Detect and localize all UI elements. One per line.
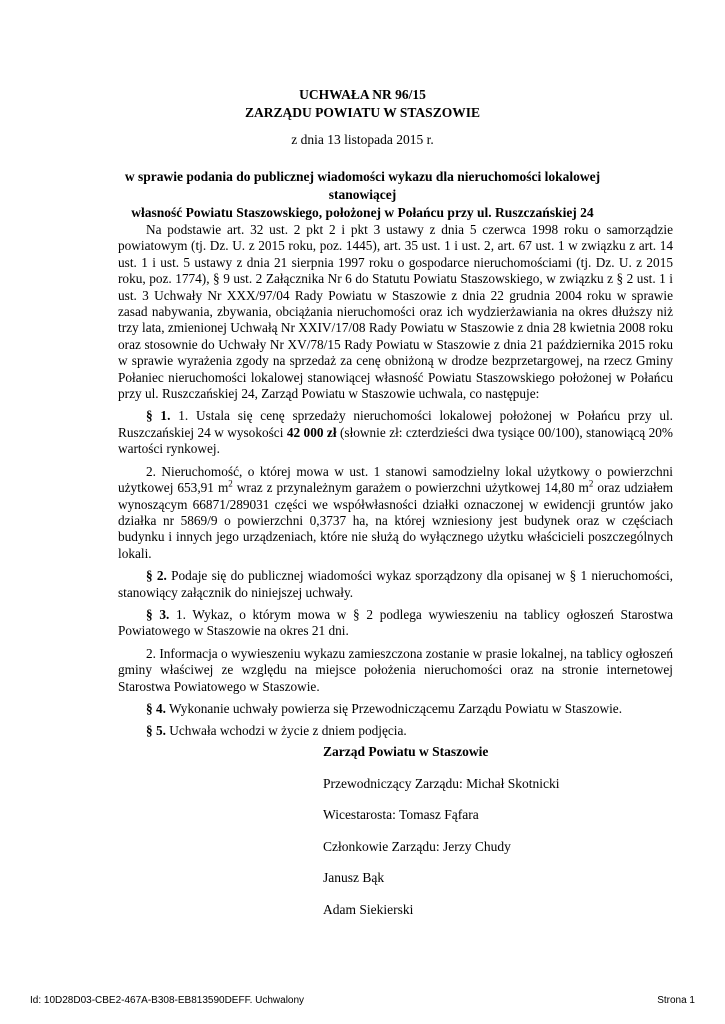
resolution-title: [0, 86, 725, 122]
resolution-authority: ZARZĄDU POWIATU W STASZOWIE: [245, 105, 480, 120]
signature-heading: Zarząd Powiatu w Staszowie: [323, 744, 489, 759]
subject-line-1: w sprawie podania do publicznej wiadomości wykazu dla nieruchomości lokalowej stanowiącej: [124, 169, 601, 202]
section-3-para-2: 2. Informacja o wywieszeniu wykazu zamieszczona zostanie w prasie lokalnej, na tablicy ogłoszeń gminy właściwej ze względu na miejsce położenia nieruchomości oraz na stronie internetowej Starostwa Powiatowego w Staszowie.: [118, 645, 673, 694]
signature-member: Adam Siekierski: [323, 902, 414, 917]
signature-member: Członkowie Zarządu: Jerzy Chudy: [323, 839, 511, 854]
sale-price-amount: 42 000 zł: [286, 424, 337, 440]
section-4-label: § 4.: [146, 700, 166, 716]
section-2: § 2. Podaje się do publicznej wiadomości wykaz sporządzony dla opisanej w § 1 nieruchomości, stanowiący załącznik do niniejszej uchwały.: [118, 568, 673, 600]
section-2-label: § 2.: [146, 568, 167, 584]
page-number: Strona 1: [657, 995, 695, 1006]
section-3-para-1: § 3. 1. Wykaz, o którym mowa w § 2 podlega wywieszeniu na tablicy ogłoszeń Starostwa Powiatowego w Staszowie na okres 21 dni.: [118, 606, 673, 639]
signature-chairman: Przewodniczący Zarządu: Michał Skotnicki: [323, 776, 560, 791]
preamble: Na podstawie art. 32 ust. 2 pkt 2 i pkt 3 ustawy z dnia 5 czerwca 1998 roku o samorządzie powiatowym (tj. Dz. U. z 2015 roku, poz. 1445), art. 35 ust. 1 i ust. 2, art. 67 ust. 1 w związku z art. 14 ust. 1 i ust. 5 ustawy z dnia 21 sierpnia 1997 roku o gospodarce nieruchomościami (tj. Dz. U. z 2015 roku, poz. 1774), § 9 ust. 2 Załącznika Nr 6 do Statutu Powiatu Staszowskiego, w związku z § 2 ust. 1 i ust. 3 Uchwały Nr XXX/97/04 Rady Powiatu w Staszowie z dnia 22 grudnia 2004 roku w sprawie zasad nabywania, zbywania, obciążania nieruchomości oraz ich wydzierżawiania na okres dłuższy niż trzy lata, zmienionej Uchwałą Nr XXIV/17/08 Rady Powiatu w Staszowie z dnia 28 kwietnia 2008 roku oraz stosownie do Uchwały Nr XV/78/15 Rady Powiatu w Staszowie z dnia 21 października 2015 roku w sprawie wyrażenia zgody na sprzedaż za cenę obniżoną w drodze bezprzetargowej, na rzecz Gminy Połaniec nieruchomości lokalowej stanowiącej własność Powiatu Staszowskiego położonej w Połańcu przy ul. Ruszczańskiej 24, Zarząd Powiatu w Staszowie uchwala, co następuje:: [118, 222, 673, 402]
resolution-number: UCHWAŁA NR 96/15: [299, 87, 426, 102]
signature-vice-starost: Wicestarosta: Tomasz Fąfara: [323, 807, 479, 822]
resolution-subject: [100, 168, 625, 222]
resolution-body: [118, 222, 673, 740]
signature-member: Janusz Bąk: [323, 870, 385, 885]
section-1-para-2: 2. Nieruchomość, o której mowa w ust. 1 stanowi samodzielny lokal użytkowy o powierzchni użytkowej 653,91 $m^2$ wraz z przynależnym garażem o powierzchni użytkowej 14,80 $m^2$ oraz udziałem wynoszącym 66871/289031 części we współwłasności działki oznaczonej w ewidencji gruntów jako działka nr 5869/9 o powierzchni 0,3737 ha, na której wzniesiony jest budynek oraz w częściach budynku i innych jego urządzeniach, które nie służą do wyłącznego użytku właścicieli poszczególnych lokali.: [118, 463, 673, 561]
section-5: § 5. Uchwała wchodzi w życie z dniem podjęcia.: [146, 723, 407, 739]
section-5-label: § 5.: [146, 723, 166, 739]
section-4: § 4. Wykonanie uchwały powierza się Przewodniczącemu Zarządu Powiatu w Staszowie.: [146, 700, 623, 716]
section-1-para-1: § 1. 1. Ustala się cenę sprzedaży nieruchomości lokalowej położonej w Połańcu przy ul. Ruszczańskiej 24 w wysokości 42 000 zł (słownie zł: czterdzieści dwa tysiące 00/100), stanowiącą 20% wartości rynkowej.: [118, 408, 673, 457]
subject-line-2: własność Powiatu Staszowskiego, położonej w Połańcu przy ul. Ruszczańskiej 24: [131, 205, 594, 220]
resolution-date: z dnia 13 listopada 2015 r.: [291, 132, 434, 147]
section-3-label: § 3.: [146, 606, 170, 622]
document-id: Id: 10D28D03-CBE2-467A-B308-EB813590DEFF. Uchwalony: [30, 995, 305, 1006]
section-1-label: § 1.: [146, 408, 171, 424]
